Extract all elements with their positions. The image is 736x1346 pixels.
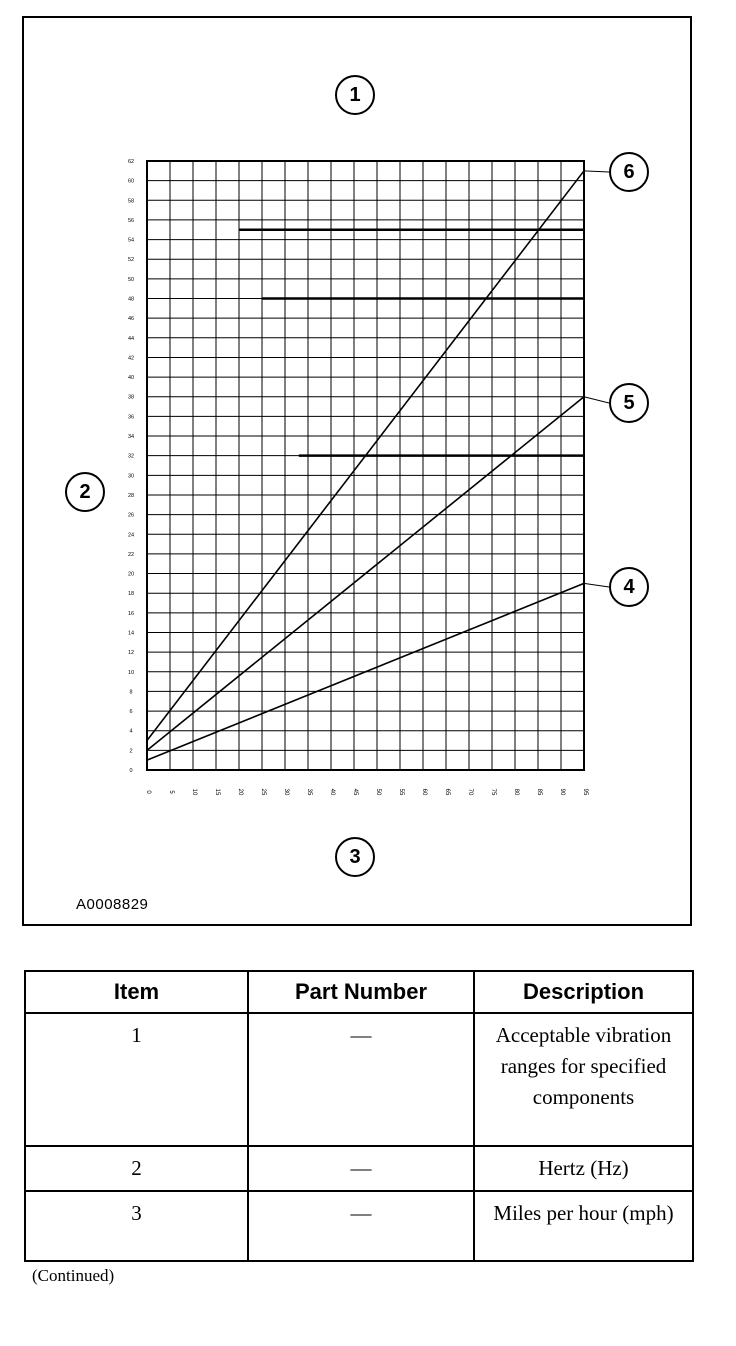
callout-5: 5 <box>609 383 649 423</box>
y-tick-label: 0 <box>129 768 133 774</box>
x-tick-label: 60 <box>421 788 427 796</box>
callout-4: 4 <box>609 567 649 607</box>
x-tick-label: 55 <box>398 788 404 796</box>
figure-frame <box>22 16 692 926</box>
callout-leader-line <box>584 171 609 172</box>
y-tick-label: 48 <box>127 296 135 303</box>
row-item: 1 <box>25 1013 248 1146</box>
y-tick-label: 34 <box>127 434 135 441</box>
y-tick-label: 4 <box>129 728 133 735</box>
x-tick-label: 25 <box>260 788 266 796</box>
y-tick-label: 38 <box>127 394 135 401</box>
vibration-chart <box>24 18 690 924</box>
y-tick-label: 54 <box>127 237 135 244</box>
y-tick-label: 8 <box>129 689 133 696</box>
y-tick-label: 36 <box>127 414 135 421</box>
x-tick-label: 45 <box>352 788 358 796</box>
y-tick-label: 14 <box>127 630 135 637</box>
y-tick-label: 18 <box>127 591 135 598</box>
row-description: Hertz (Hz) <box>474 1146 693 1191</box>
legend-header-row <box>25 971 693 1013</box>
callout-2: 2 <box>65 472 105 512</box>
x-tick-label: 70 <box>467 788 473 796</box>
table-row <box>25 1191 693 1261</box>
y-tick-label: 62 <box>127 159 135 165</box>
x-tick-label: 80 <box>513 788 519 796</box>
callout-3: 3 <box>335 837 375 877</box>
x-tick-label: 65 <box>444 788 450 796</box>
y-tick-label: 10 <box>127 669 135 676</box>
y-tick-label: 44 <box>127 335 135 342</box>
header-item: Item <box>25 971 248 1013</box>
y-tick-label: 20 <box>127 571 135 578</box>
y-tick-label: 60 <box>127 178 135 185</box>
header-description: Description <box>474 971 693 1013</box>
x-tick-label: 0 <box>145 790 151 794</box>
y-tick-label: 42 <box>127 355 135 362</box>
row-part-number: — <box>248 1013 474 1146</box>
x-tick-label: 30 <box>283 788 289 796</box>
continued-note: (Continued) <box>32 1266 115 1285</box>
figure-id-label: A0008829 <box>76 896 149 913</box>
row-part-number: — <box>248 1146 474 1191</box>
x-tick-label: 90 <box>559 788 565 796</box>
y-tick-label: 2 <box>129 748 133 755</box>
plot-border <box>147 161 584 770</box>
row-item: 2 <box>25 1146 248 1191</box>
y-tick-label: 58 <box>127 198 135 205</box>
callout-leader-line <box>584 397 609 403</box>
y-tick-label: 50 <box>127 276 135 283</box>
y-tick-label: 28 <box>127 492 135 499</box>
callout-6: 6 <box>609 152 649 192</box>
y-tick-label: 46 <box>127 316 135 323</box>
y-tick-label: 24 <box>127 532 135 539</box>
header-part-number: Part Number <box>248 971 474 1013</box>
y-tick-label: 16 <box>127 610 135 617</box>
x-tick-label: 85 <box>536 788 542 796</box>
y-tick-label: 22 <box>127 551 135 558</box>
x-tick-label: 10 <box>191 788 197 796</box>
x-tick-label: 15 <box>214 788 220 796</box>
legend-table <box>24 970 694 1262</box>
x-tick-label: 40 <box>329 788 335 796</box>
y-tick-label: 32 <box>127 453 135 460</box>
y-tick-label: 30 <box>127 473 135 480</box>
y-tick-label: 26 <box>127 512 135 519</box>
table-row <box>25 1013 693 1146</box>
x-tick-label: 35 <box>306 788 312 796</box>
x-tick-label: 95 <box>582 788 588 796</box>
x-tick-label: 50 <box>375 788 381 796</box>
callout-1: 1 <box>335 75 375 115</box>
row-description: Miles per hour (mph) <box>474 1191 693 1261</box>
row-description: Acceptable vibration ranges for specified components <box>474 1013 693 1146</box>
y-tick-label: 6 <box>129 709 133 716</box>
x-tick-label: 20 <box>237 788 243 796</box>
row-item: 3 <box>25 1191 248 1261</box>
x-tick-label: 5 <box>168 790 174 794</box>
y-tick-label: 12 <box>127 650 135 657</box>
y-tick-label: 56 <box>127 217 135 224</box>
y-tick-label: 52 <box>127 257 135 264</box>
y-tick-label: 40 <box>127 375 135 382</box>
callout-leader-line <box>584 583 609 587</box>
table-row <box>25 1146 693 1191</box>
x-tick-label: 75 <box>490 788 496 796</box>
row-part-number: — <box>248 1191 474 1261</box>
